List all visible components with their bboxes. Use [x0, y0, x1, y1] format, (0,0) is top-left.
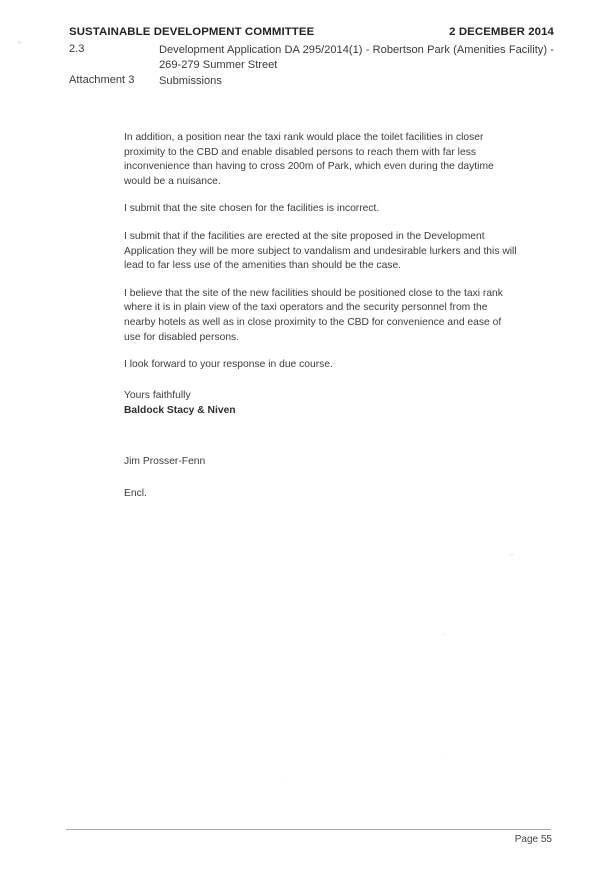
attachment-label: Attachment 3: [69, 73, 135, 86]
firm-name: Baldock Stacy & Niven: [124, 404, 236, 415]
agenda-item-number: 2.3: [69, 43, 85, 55]
committee-title: SUSTAINABLE DEVELOPMENT COMMITTEE: [69, 26, 315, 38]
letter-paragraph: I submit that if the facilities are erected at the site proposed in the Development Application they will be more subject to vandalism and undesirable lurkers and this will lead to far less use of the amenities than should be the case.: [124, 231, 517, 272]
letter-paragraph: I look forward to your response in due course.: [124, 359, 333, 371]
scan-artifact-speck: [18, 41, 21, 44]
agenda-item-title: Development Application DA 295/2014(1) - Robertson Park (Amenities Facility) - 269-279 Summer Street: [159, 44, 554, 71]
scan-artifact-speck: [443, 633, 446, 636]
agenda-item-row: [69, 43, 554, 73]
scan-artifact-speck: [509, 553, 514, 556]
closing-salutation: Yours faithfully: [124, 389, 191, 401]
signer-name: Jim Prosser-Fenn: [124, 455, 206, 467]
scan-artifact-speck: [281, 781, 284, 783]
header-title-row: [69, 26, 554, 38]
letter-body: [124, 131, 520, 502]
letter-paragraph: I submit that the site chosen for the facilities is incorrect.: [124, 203, 380, 215]
running-header: [69, 26, 554, 89]
header-item-block: [69, 43, 554, 89]
letter-paragraph: I believe that the site of the new facilities should be positioned close to the taxi rank where it is in plain view of the taxi operators and the security personnel from the nearby hotels as well as in close proximity to the CBD for convenience and ease of use for disabled persons.: [124, 287, 503, 343]
meeting-date: 2 DECEMBER 2014: [449, 26, 554, 38]
attachment-row: [69, 74, 554, 89]
page-number: Page 55: [514, 834, 552, 845]
scan-artifact-speck: [441, 753, 444, 755]
signature-block: [124, 389, 520, 415]
footer-divider: [66, 829, 551, 830]
enclosure-note: Encl.: [124, 488, 147, 500]
letter-paragraph: In addition, a position near the taxi rank would place the toilet facilities in closer proximity to the CBD and enable disabled persons to reach them with far less inconvenience than having to cross 200m of Park, which even during the daytime would be a nuisance.: [124, 132, 494, 187]
attachment-value: Submissions: [159, 74, 222, 87]
